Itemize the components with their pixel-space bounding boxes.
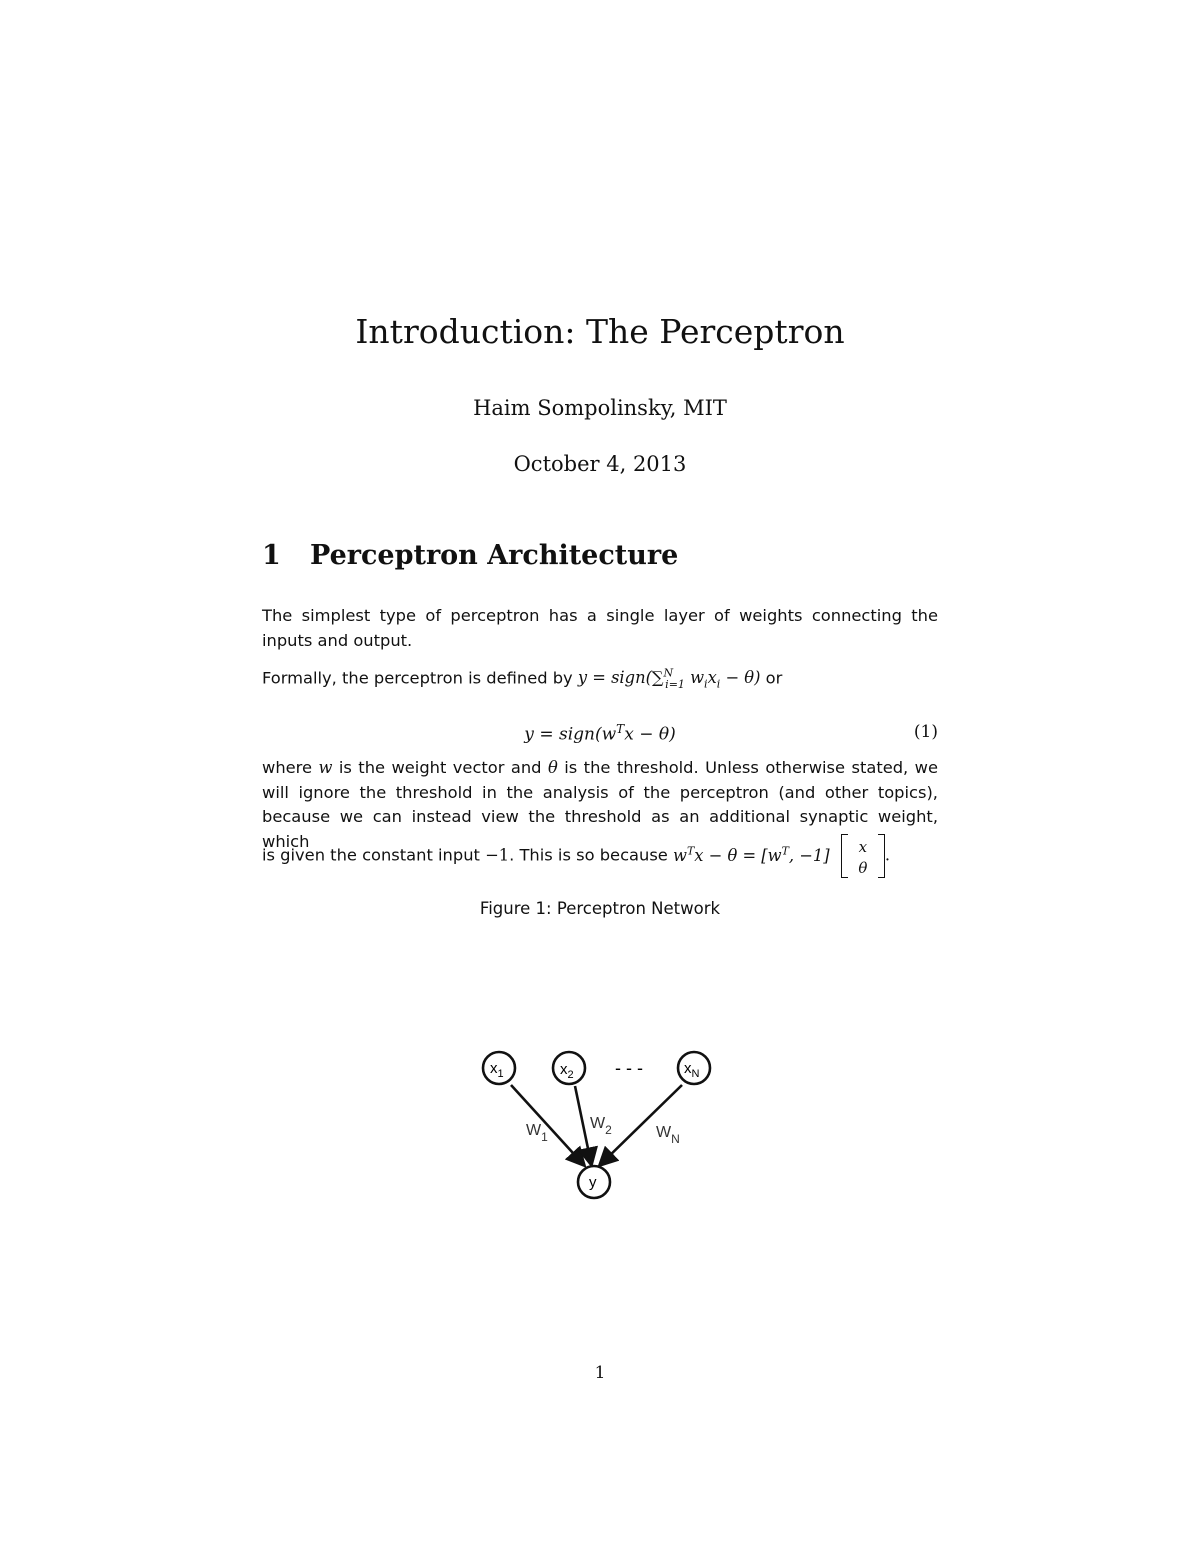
weight-w1-label: $W_1$ xyxy=(526,1122,548,1144)
section-heading xyxy=(262,540,678,571)
page-number: 1 xyxy=(594,1363,606,1383)
node-x2-label: $x_2$ xyxy=(560,1061,574,1081)
date-line: October 4, 2013 xyxy=(513,452,687,476)
figure-caption: Figure 1: Perceptron Network xyxy=(479,899,721,918)
equation-number: (1) xyxy=(913,722,938,742)
paragraph-constant-input: is given the constant input −1. This is so because $w^Tx - \theta = [w^T$, −1] x θ . xyxy=(262,834,938,878)
section-number: 1 xyxy=(262,540,281,571)
node-y-label: y xyxy=(589,1174,597,1191)
inline-formula-sum: y = sign(∑$^N_{i=1}$ $w_ix_i - \theta$) xyxy=(577,667,761,691)
augmented-input-vector: x θ xyxy=(841,834,885,878)
edge-x1-y xyxy=(511,1085,583,1164)
weight-w2-label: $W_2$ xyxy=(590,1115,612,1137)
text-where: where xyxy=(262,758,313,777)
symbol-theta: θ xyxy=(547,758,558,777)
node-xN-label: $x_N$ xyxy=(684,1060,700,1080)
inline-formula-augmented: $w^Tx - \theta = [w^T$, −1] xyxy=(673,844,830,865)
weight-wN-label: $W_N$ xyxy=(656,1124,680,1146)
author-line: Haim Sompolinsky, MIT xyxy=(473,396,727,420)
text-constant-input: is given the constant input xyxy=(262,845,480,865)
node-x1-label: $x_1$ xyxy=(490,1060,504,1080)
symbol-w: w xyxy=(318,758,333,777)
text-threshold-explanation: is the threshold. Unless otherwise stated, we will ignore the threshold in the analysis of the perceptron (and other topics), because we can instead view the threshold as an additional synaptic weight, which xyxy=(262,758,938,851)
paragraph-definition xyxy=(262,662,938,697)
definition-suffix: or xyxy=(765,668,783,688)
perceptron-network-diagram xyxy=(470,1040,730,1210)
section-title: Perceptron Architecture xyxy=(310,540,679,571)
value-minus-one: −1 xyxy=(485,845,510,865)
text-weight-vector: is the weight vector and xyxy=(338,758,542,777)
equation-expression: $y = sign(w^Tx - \theta)$ xyxy=(524,722,676,745)
text-this-is-so: . This is so because xyxy=(509,845,668,865)
ellipsis-label: - - - xyxy=(615,1058,643,1078)
paper-title: Introduction: The Perceptron xyxy=(355,312,845,351)
edge-x2-y xyxy=(575,1086,591,1163)
paragraph-intro: The simplest type of perceptron has a single layer of weights connecting the inputs and output. xyxy=(262,606,938,650)
definition-prefix: Formally, the perceptron is defined by xyxy=(262,668,573,688)
